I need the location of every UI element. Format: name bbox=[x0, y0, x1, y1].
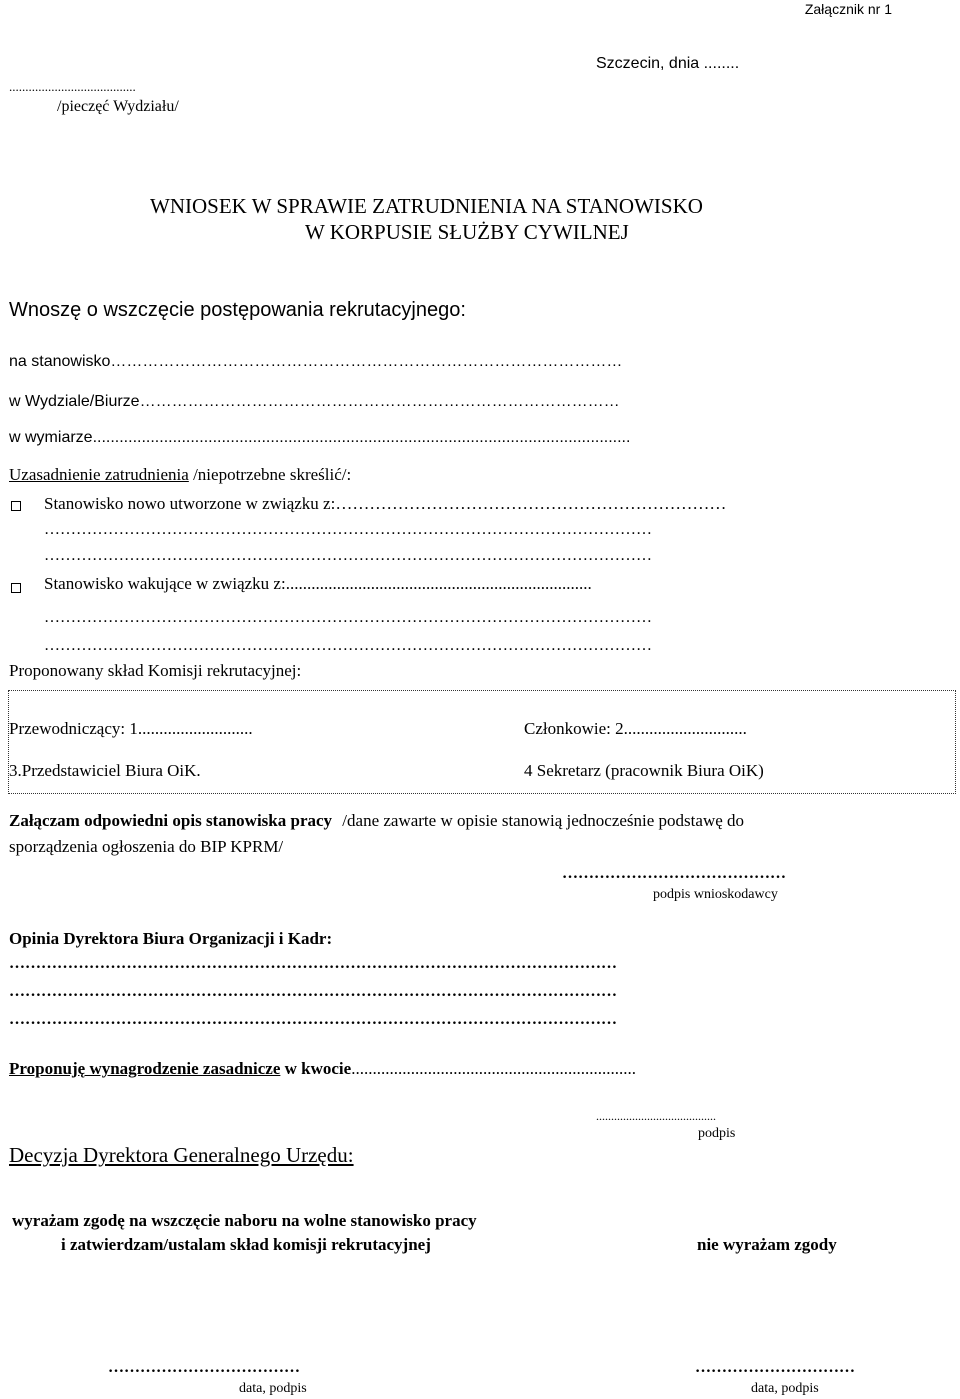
committee-heading: Proponowany skład Komisji rekrutacyjnej: bbox=[9, 661, 302, 680]
justification-note: /niepotrzebne skreślić/: bbox=[193, 465, 352, 484]
applicant-signature-dots: …………………………………… bbox=[562, 865, 786, 882]
salary-line bbox=[9, 1060, 636, 1077]
option1-line3: …………………………………………………………………………………………………… bbox=[44, 547, 652, 564]
decision-disagree: nie wyrażam zgody bbox=[697, 1235, 837, 1254]
checkbox-vacant-position[interactable] bbox=[11, 583, 21, 593]
salary-dots: ................................................................... bbox=[351, 1059, 636, 1078]
option-new-position bbox=[44, 495, 726, 512]
salary-rest: w kwocie bbox=[284, 1059, 352, 1078]
department-field: w Wydziale/Biurze……………………………………………………………………………… bbox=[9, 393, 620, 410]
decision-signature1-label: data, podpis bbox=[239, 1381, 307, 1396]
checkbox-new-position[interactable] bbox=[11, 501, 21, 511]
title-line1: WNIOSEK W SPRAWIE ZATRUDNIENIA NA STANOWISKO bbox=[150, 194, 703, 218]
stamp-label: /pieczęć Wydziału/ bbox=[57, 98, 179, 115]
option2-dots: ........................................................................ bbox=[285, 574, 592, 593]
attachment-label: Załącznik nr 1 bbox=[804, 1, 892, 17]
decision-agree-line2: i zatwierdzam/ustalam skład komisji rekrutacyjnej bbox=[61, 1235, 431, 1254]
opinion-line-2: …………………………………………………………………………………………………… bbox=[9, 983, 617, 1000]
salary-signature-dots: ........................................ bbox=[596, 1109, 716, 1123]
stamp-dots: ....................................... bbox=[9, 79, 136, 94]
option2-line3: …………………………………………………………………………………………………… bbox=[44, 637, 652, 654]
salary-signature-label: podpis bbox=[698, 1126, 736, 1141]
decision-signature2-label: data, podpis bbox=[751, 1381, 819, 1396]
decision-signature2-dots: ………………………… bbox=[695, 1359, 855, 1376]
salary-underlined: Proponuję wynagrodzenie zasadnicze bbox=[9, 1059, 281, 1078]
opinion-heading: Opinia Dyrektora Biura Organizacji i Kadr: bbox=[9, 929, 333, 948]
dimension-field: w wymiarze......................................................................................................................... bbox=[9, 429, 631, 446]
option1-dots: …………………………………………………………… bbox=[335, 494, 727, 513]
opinion-line-1: …………………………………………………………………………………………………… bbox=[9, 955, 617, 972]
committee-members: Członkowie: 2............................. bbox=[524, 719, 747, 738]
option2-line2: …………………………………………………………………………………………………… bbox=[44, 609, 652, 626]
attachment-line2: sporządzenia ogłoszenia do BIP KPRM/ bbox=[9, 837, 284, 856]
option1-line2: …………………………………………………………………………………………………… bbox=[44, 521, 652, 538]
opinion-line-3: …………………………………………………………………………………………………… bbox=[9, 1011, 617, 1028]
option2-label: Stanowisko wakujące w związku z: bbox=[44, 574, 286, 593]
decision-heading: Decyzja Dyrektora Generalnego Urzędu: bbox=[9, 1143, 354, 1167]
title-line2: W KORPUSIE SŁUŻBY CYWILNEJ bbox=[305, 220, 629, 244]
decision-agree-line1: wyrażam zgodę na wszczęcie naboru na wolne stanowisko pracy bbox=[12, 1211, 477, 1230]
decision-signature1-dots: ……………………………… bbox=[108, 1359, 300, 1376]
position-field: na stanowisko…………………………………………………………………………………… bbox=[9, 353, 623, 370]
option-vacant-position bbox=[44, 575, 592, 592]
committee-chair: Przewodniczący: 1........................... bbox=[9, 719, 253, 738]
committee-rep: 3.Przedstawiciel Biura OiK. bbox=[9, 761, 201, 780]
committee-secretary: 4 Sekretarz (pracownik Biura OiK) bbox=[524, 761, 764, 780]
place-date: Szczecin, dnia ........ bbox=[596, 55, 740, 72]
attachment-normal: /dane zawarte w opisie stanowią jednocześnie podstawę do bbox=[342, 811, 745, 830]
applicant-signature-label: podpis wnioskodawcy bbox=[653, 887, 778, 902]
justification-line bbox=[9, 466, 351, 483]
request-heading: Wnoszę o wszczęcie postępowania rekrutacyjnego: bbox=[9, 299, 466, 321]
attachment-bold: Załączam odpowiedni opis stanowiska pracy bbox=[9, 811, 333, 830]
attachment-line1 bbox=[9, 812, 744, 829]
justification-label: Uzasadnienie zatrudnienia bbox=[9, 465, 189, 484]
option1-label: Stanowisko nowo utworzone w związku z: bbox=[44, 494, 336, 513]
